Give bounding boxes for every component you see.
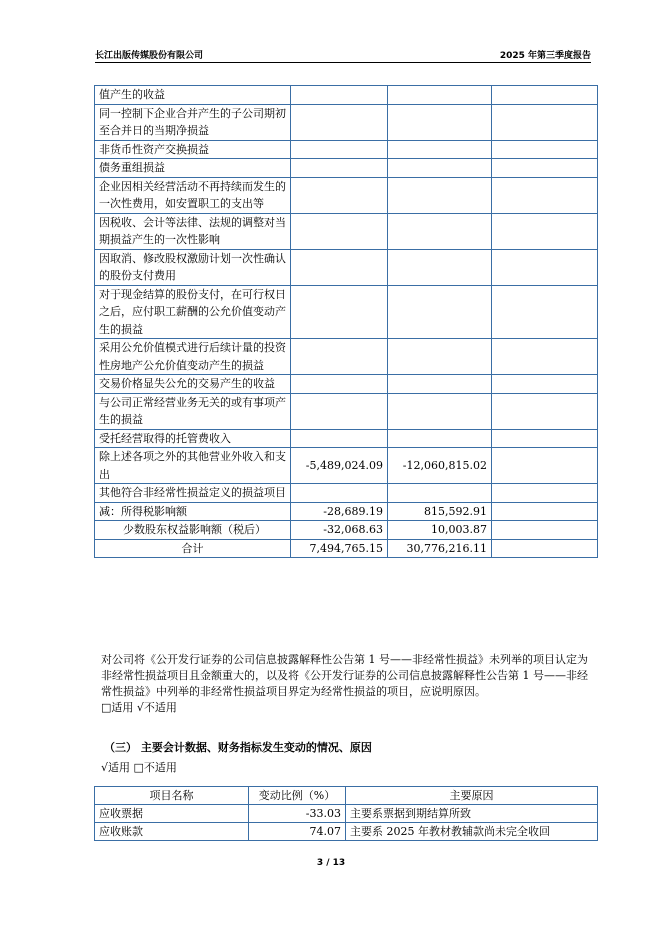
amount-ytd [388, 393, 492, 429]
change-reason: 主要系票据到期结算所致 [346, 805, 598, 823]
nonrecurring-table [94, 85, 598, 558]
item-label: 少数股东权益影响额（税后） [95, 521, 291, 540]
item-label: 对于现金结算的股份支付，在可行权日之后，应付职工薪酬的公允价值变动产生的损益 [95, 285, 291, 339]
table-row [95, 502, 598, 521]
table-row [95, 249, 598, 285]
amount-current: -28,689.19 [291, 502, 388, 521]
note-cell [492, 159, 598, 178]
table-row [95, 521, 598, 540]
note-cell [492, 521, 598, 540]
amount-ytd [388, 484, 492, 503]
item-label: 非货币性资产交换损益 [95, 140, 291, 159]
item-label: 同一控制下企业合并产生的子公司期初至合并日的当期净损益 [95, 104, 291, 140]
col-header-name: 项目名称 [95, 787, 249, 805]
col-header-reason: 主要原因 [346, 787, 598, 805]
table-row [95, 375, 598, 394]
item-label: 受托经营取得的托管费收入 [95, 429, 291, 448]
note-cell [492, 375, 598, 394]
company-name: 长江出版传媒股份有限公司 [95, 51, 204, 61]
table-row [95, 159, 598, 178]
table-row [95, 429, 598, 448]
amount-current [291, 339, 388, 375]
amount-ytd [388, 339, 492, 375]
amount-current [291, 159, 388, 178]
item-label: 因税收、会计等法律、法规的调整对当期损益产生的一次性影响 [95, 213, 291, 249]
table-row [95, 285, 598, 339]
note-text: 对公司将《公开发行证券的公司信息披露解释性公告第 1 号——非经常性损益》未列举的项目认定为非经常性损益项目且金额重大的，以及将《公开发行证券的公司信息披露解释性公告第 1 号——非经常性损益》中列举的非经常性损益项目界定为经常性损益的项目，应说明原因。 [101, 653, 588, 698]
note-cell [492, 502, 598, 521]
table-row [95, 339, 598, 375]
amount-ytd [388, 159, 492, 178]
amount-ytd [388, 249, 492, 285]
note-cell [492, 140, 598, 159]
changes-header-row [95, 787, 598, 805]
note-cell [492, 339, 598, 375]
amount-ytd: 30,776,216.11 [388, 539, 492, 558]
item-label: 企业因相关经营活动不再持续而发生的一次性费用，如安置职工的支出等 [95, 177, 291, 213]
page-number: 3 / 13 [316, 858, 346, 868]
item-label: 减：所得税影响额 [95, 502, 291, 521]
item-label: 采用公允价值模式进行后续计量的投资性房地产公允价值变动产生的损益 [95, 339, 291, 375]
note-cell [492, 429, 598, 448]
item-label: 除上述各项之外的其他营业外收入和支出 [95, 448, 291, 484]
amount-current [291, 177, 388, 213]
table-row [95, 484, 598, 503]
table-row [95, 177, 598, 213]
note-cell [492, 86, 598, 105]
amount-current [291, 140, 388, 159]
note-cell [492, 249, 598, 285]
section3-choice: √适用 □不适用 [101, 761, 177, 774]
col-header-pct: 变动比例（%） [249, 787, 346, 805]
amount-current [291, 375, 388, 394]
table-row [95, 805, 598, 823]
note-cell [492, 393, 598, 429]
item-label: 债务重组损益 [95, 159, 291, 178]
amount-current [291, 213, 388, 249]
note-cell [492, 539, 598, 558]
amount-current [291, 429, 388, 448]
item-label: 合计 [95, 539, 291, 558]
item-label: 与公司正常经营业务无关的或有事项产生的损益 [95, 393, 291, 429]
item-name: 应收票据 [95, 805, 249, 823]
amount-current [291, 104, 388, 140]
note-cell [492, 285, 598, 339]
change-pct: -33.03 [249, 805, 346, 823]
amount-current [291, 484, 388, 503]
change-pct: 74.07 [249, 823, 346, 841]
amount-current [291, 285, 388, 339]
item-label: 因取消、修改股权激励计划一次性确认的股份支付费用 [95, 249, 291, 285]
amount-ytd: 10,003.87 [388, 521, 492, 540]
amount-current: 7,494,765.15 [291, 539, 388, 558]
amount-current: -32,068.63 [291, 521, 388, 540]
table-row [95, 104, 598, 140]
change-reason: 主要系 2025 年教材教辅款尚未完全收回 [346, 823, 598, 841]
item-label: 交易价格显失公允的交易产生的收益 [95, 375, 291, 394]
amount-ytd [388, 177, 492, 213]
item-name: 应收账款 [95, 823, 249, 841]
amount-ytd: 815,592.91 [388, 502, 492, 521]
page-header [95, 48, 591, 62]
amount-ytd [388, 140, 492, 159]
amount-ytd [388, 429, 492, 448]
amount-ytd [388, 375, 492, 394]
amount-ytd: -12,060,815.02 [388, 448, 492, 484]
amount-current [291, 393, 388, 429]
amount-current [291, 249, 388, 285]
amount-ytd [388, 86, 492, 105]
changes-table [94, 786, 598, 841]
table-row [95, 86, 598, 105]
section3-title: （三） 主要会计数据、财务指标发生变动的情况、原因 [104, 741, 372, 754]
amount-ytd [388, 213, 492, 249]
note-cell [492, 213, 598, 249]
amount-ytd [388, 104, 492, 140]
table-row [95, 393, 598, 429]
report-title: 2025 年第三季度报告 [499, 51, 591, 61]
note-cell [492, 448, 598, 484]
table-row [95, 823, 598, 841]
item-label: 其他符合非经常性损益定义的损益项目 [95, 484, 291, 503]
table-row [95, 140, 598, 159]
note-choice: □适用 √不适用 [101, 701, 177, 714]
note-cell [492, 484, 598, 503]
item-label: 值产生的收益 [95, 86, 291, 105]
header-rule [95, 62, 591, 63]
amount-current: -5,489,024.09 [291, 448, 388, 484]
table-row [95, 448, 598, 484]
amount-ytd [388, 285, 492, 339]
table-row [95, 539, 598, 558]
table-row [95, 213, 598, 249]
note-cell [492, 177, 598, 213]
amount-current [291, 86, 388, 105]
note-cell [492, 104, 598, 140]
